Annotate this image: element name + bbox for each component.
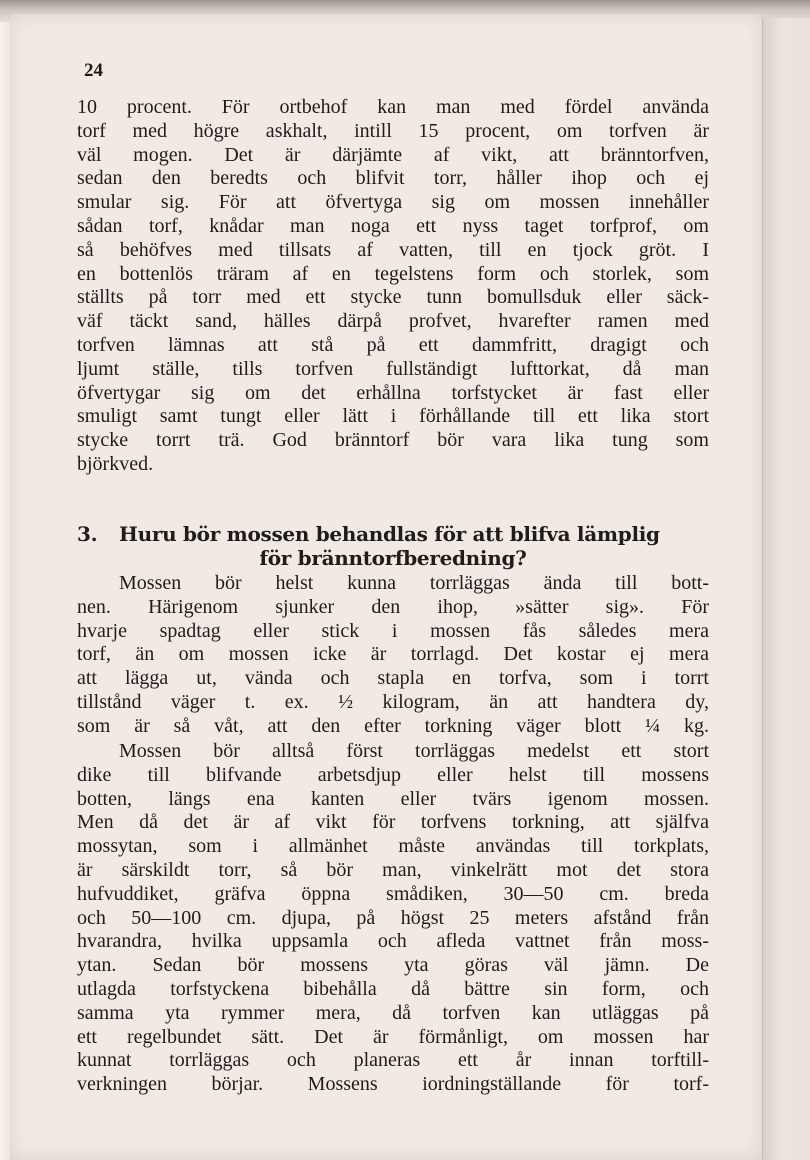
text-line: botten, längs ena kanten eller tvärs igenom mossen.	[77, 787, 709, 810]
text-line: torf med högre askhalt, intill 15 procent, om torfven är	[77, 119, 709, 142]
text-line: smular sig. För att öfvertyga sig om mossen innehåller	[77, 191, 709, 214]
text-line: så behöfves med tillsats af vatten, till en tjock gröt. I	[77, 238, 709, 261]
section-heading	[77, 522, 709, 570]
text-line: torfven lämnas att stå på ett dammfritt, dragigt och	[77, 333, 709, 356]
text-line: samma yta rymmer mera, då torfven kan utläggas på	[77, 1001, 709, 1024]
text-line: ett regelbundet sätt. Det är förmånligt, om mossen har	[77, 1025, 709, 1048]
text-line: och 50—100 cm. djupa, på högst 25 meters afstånd från	[77, 906, 709, 929]
text-line: mossytan, som i allmänhet måste användas till torkplats,	[77, 835, 709, 858]
text-line: dike till blifvande arbetsdjup eller helst till mossens	[77, 763, 709, 786]
text-line: ställts på torr med ett stycke tunn bomullsduk eller säck-	[77, 286, 709, 309]
section-title-part-1: Huru bör mossen behandlas för att blifva lämplig	[119, 522, 660, 546]
text-line: öfvertygar sig om det erhållna torfstycket är fast eller	[77, 381, 709, 404]
paragraph-3	[77, 740, 709, 1097]
text-line: sådan torf, knådar man noga ett nyss taget torfprof, om	[77, 214, 709, 237]
text-line: Mossen bör alltså först torrläggas medelst ett stort	[119, 740, 709, 762]
text-line: hvarje spadtag eller stick i mossen fås således mera	[77, 619, 709, 642]
text-line: kunnat torrläggas och planeras ett år innan torftill-	[77, 1049, 709, 1072]
text-line: tillstånd väger t. ex. ½ kilogram, än att handtera dy,	[77, 690, 709, 713]
text-line: björkved.	[77, 452, 154, 475]
text-line: sedan den beredts och blifvit torr, håller ihop och ej	[77, 167, 709, 190]
text-line: 10 procent. För ortbehof kan man med fördel använda	[77, 96, 709, 118]
text-line: hvarandra, hvilka uppsamla och afleda vattnet från moss-	[77, 930, 709, 953]
text-line: att lägga ut, vända och stapla en torfva, som i torrt	[77, 667, 709, 690]
paragraph-2	[77, 572, 709, 739]
text-line: smuligt samt tungt eller lätt i förhållande till ett lika stort	[77, 405, 709, 428]
text-line: utlagda torfstyckena bibehålla då bättre sin form, och	[77, 977, 709, 1000]
section-number: 3.	[77, 522, 98, 546]
text-line: som är så våt, att den efter torkning väger blott ¼ kg.	[77, 714, 709, 737]
text-line: torf, än om mossen icke är torrlagd. Det kostar ej mera	[77, 643, 709, 666]
text-line: är särskildt torr, så bör man, vinkelrätt mot det stora	[77, 858, 709, 881]
text-line: ytan. Sedan bör mossens yta göras väl jämn. De	[77, 954, 709, 977]
text-line: verkningen börjar. Mossens iordningställande för torf-	[77, 1073, 709, 1096]
right-page-edge	[762, 18, 810, 1160]
text-line: väf täckt sand, hälles därpå profvet, hvarefter ramen med	[77, 310, 709, 333]
text-line: ljumt ställe, tills torfven fullständigt lufttorkat, då man	[77, 357, 709, 380]
text-line: Mossen bör helst kunna torrläggas ända till bott-	[119, 572, 709, 594]
text-line: hufvuddiket, gräfva öppna smådiken, 30—50 cm. breda	[77, 882, 709, 905]
text-line: Men då det är af vikt för torfvens torkning, att själfva	[77, 811, 709, 834]
text-line: nen. Härigenom sjunker den ihop, »sätter sig». För	[77, 595, 709, 618]
text-line: väl mogen. Det är därjämte af vikt, att bränntorfven,	[77, 143, 709, 166]
page-number: 24	[84, 60, 103, 81]
section-heading-line-1	[77, 522, 709, 546]
text-line: en bottenlös träram af en tegelstens form och storlek, som	[77, 262, 709, 285]
text-line: stycke torrt trä. God bränntorf bör vara lika tung som	[77, 429, 709, 452]
section-heading-line-2: för bränntorfberedning?	[259, 546, 527, 570]
paragraph-1	[77, 96, 709, 477]
